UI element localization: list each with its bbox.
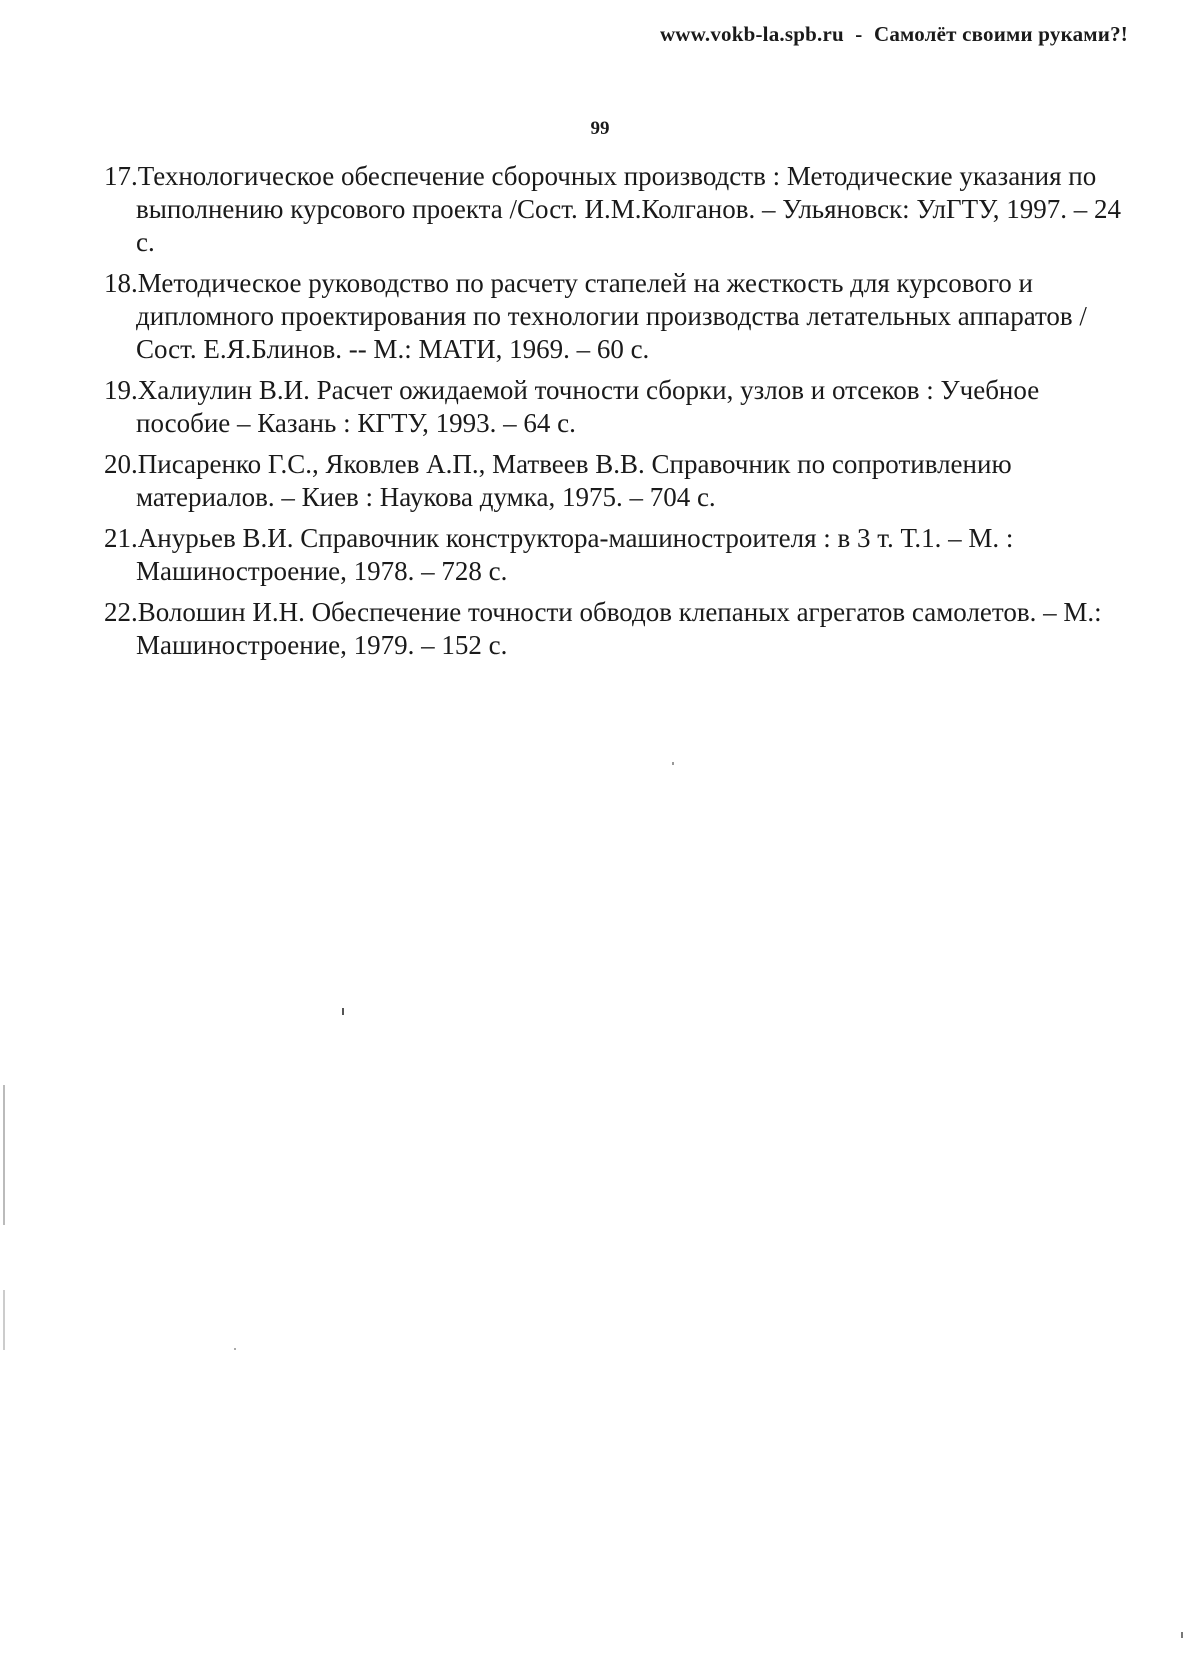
reference-text: Писаренко Г.С., Яковлев А.П., Матвеев В.В. Справочник по сопротивлению материалов. – Киев : Наукова думка, 1975. – 704 с. xyxy=(136,449,1012,512)
reference-item xyxy=(104,160,1124,259)
reference-item xyxy=(104,374,1124,440)
reference-number: 21. xyxy=(104,523,138,553)
reference-text: Халиулин В.И. Расчет ожидаемой точности сборки, узлов и отсеков : Учебное пособие – Казань : КГТУ, 1993. – 64 с. xyxy=(136,375,1040,438)
reference-text: Методическое руководство по расчету стапелей на жесткость для курсового и дипломного проектирования по технологии производства летательных аппаратов / Сост. Е.Я.Блинов. -- М.: МАТИ, 1969. – 60 с. xyxy=(136,268,1087,364)
scan-speck xyxy=(3,1085,5,1225)
reference-number: 18. xyxy=(104,268,138,298)
reference-number: 19. xyxy=(104,375,138,405)
scan-speck xyxy=(1181,1632,1183,1638)
reference-text: Волошин И.Н. Обеспечение точности обводов клепаных агрегатов самолетов. – М.: Машиностроение, 1979. – 152 с. xyxy=(136,597,1102,660)
reference-item xyxy=(104,448,1124,514)
reference-list xyxy=(104,160,1124,670)
scan-speck xyxy=(3,1290,5,1350)
reference-number: 20. xyxy=(104,449,138,479)
reference-number: 22. xyxy=(104,597,138,627)
reference-item xyxy=(104,596,1124,662)
reference-text: Анурьев В.И. Справочник конструктора-машиностроителя : в 3 т. Т.1. – М. : Машиностроение, 1978. – 728 с. xyxy=(136,523,1014,586)
scan-speck xyxy=(342,1008,344,1015)
reference-item xyxy=(104,267,1124,366)
reference-item xyxy=(104,522,1124,588)
reference-number: 17. xyxy=(104,161,138,191)
header-site-url: www.vokb-la.spb.ru xyxy=(659,22,844,46)
scan-speck xyxy=(672,762,674,765)
header-separator: - xyxy=(855,22,863,46)
reference-text: Технологическое обеспечение сборочных производств : Методические указания по выполнению курсового проекта /Сост. И.М.Колганов. – Ульяновск: УлГТУ, 1997. – 24 с. xyxy=(136,161,1122,257)
header-title: Самолёт своими руками?! xyxy=(873,22,1128,46)
scan-speck xyxy=(234,1348,236,1350)
page-number: 99 xyxy=(590,118,610,139)
running-header xyxy=(660,22,1128,47)
